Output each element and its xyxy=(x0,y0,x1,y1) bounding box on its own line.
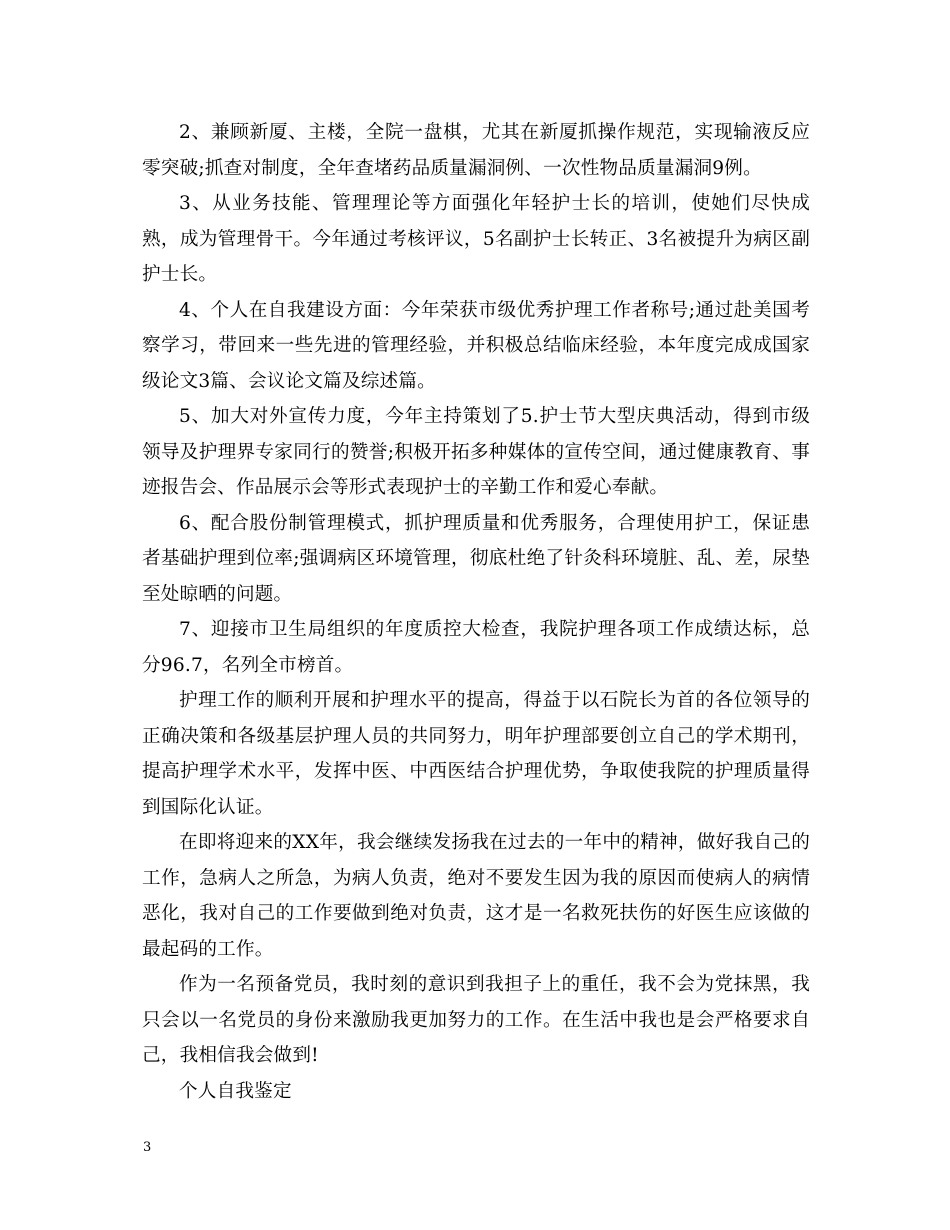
section-heading-self-evaluation: 个人自我鉴定 xyxy=(179,1080,292,1102)
paragraph-item-4: 4、个人在自我建设方面：今年荣获市级优秀护理工作者称号;通过赴美国考察学习，带回来一些先进的管理经验，并积极总结临床经验，本年度完成成国家级论文3篇、会议论文篇及综述篇。 xyxy=(142,299,810,392)
paragraph-next-year-plan: 在即将迎来的XX年，我会继续发扬我在过去的一年中的精神，做好我自己的工作，急病人之所急，为病人负责，绝对不要发生因为我的原因而使病人的病情恶化，我对自己的工作要做到绝对负责，这才是一名救死扶伤的好医生应该做的最起码的工作。 xyxy=(142,832,810,960)
document-body xyxy=(142,115,810,1109)
paragraph-item-5: 5、加大对外宣传力度，今年主持策划了5.护士节大型庆典活动，得到市级领导及护理界专家同行的赞誉;积极开拓多种媒体的宣传空间，通过健康教育、事迹报告会、作品展示会等形式表现护士的辛勤工作和爱心奉献。 xyxy=(142,406,810,498)
paragraph-item-3: 3、从业务技能、管理理论等方面强化年轻护士长的培训，使她们尽快成熟，成为管理骨干。今年通过考核评议，5名副护士长转正、3名被提升为病区副护士长。 xyxy=(142,193,810,285)
paragraph-item-7: 7、迎接市卫生局组织的年度质控大检查，我院护理各项工作成绩达标，总分96.7，名列全市榜首。 xyxy=(142,619,810,676)
paragraph-item-6: 6、配合股份制管理模式，抓护理质量和优秀服务，合理使用护工，保证患者基础护理到位率;强调病区环境管理，彻底杜绝了针灸科环境脏、乱、差，尿垫至处晾晒的问题。 xyxy=(142,512,810,605)
paragraph-nursing-summary: 护理工作的顺利开展和护理水平的提高，得益于以石院长为首的各位领导的正确决策和各级基层护理人员的共同努力，明年护理部要创立自己的学术期刊，提高护理学术水平，发挥中医、中西医结合护理优势，争取使我院的护理质量得到国际化认证。 xyxy=(142,690,810,818)
paragraph-item-2: 2、兼顾新厦、主楼，全院一盘棋，尤其在新厦抓操作规范，实现输液反应零突破;抓查对制度，全年查堵药品质量漏洞例、一次性物品质量漏洞9例。 xyxy=(142,122,810,179)
page-number: 3 xyxy=(143,1140,152,1155)
paragraph-party-member: 作为一名预备党员，我时刻的意识到我担子上的重任，我不会为党抹黑，我只会以一名党员的身份来激励我更加努力的工作。在生活中我也是会严格要求自己，我相信我会做到! xyxy=(142,974,810,1066)
